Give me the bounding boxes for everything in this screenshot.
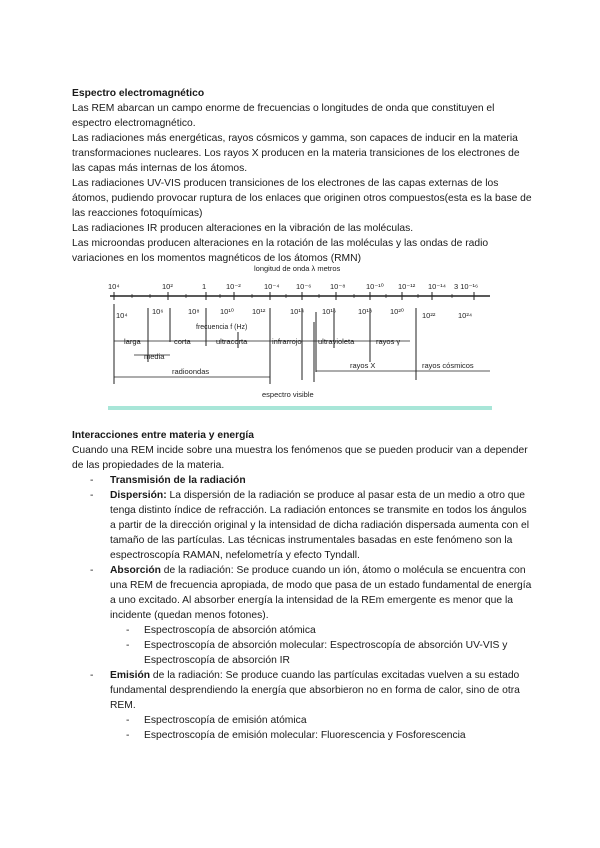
band-label-rayos-x: rayos X xyxy=(350,361,376,370)
wavelength-axis-label: longitud de onda λ metros xyxy=(254,264,341,273)
band-label-rayos-gamma: rayos γ xyxy=(376,337,401,346)
frequency-tick: 10⁴ xyxy=(116,311,128,320)
wavelength-tick: 10⁻¹² xyxy=(398,282,416,291)
list-item xyxy=(72,488,532,563)
item-text: La dispersión de la radiación se produce al pasar esta de un medio a otro que tenga distinto índice de refracción. La radiación entonces se transmite en todos los ángulos a partir de la dirección original y la intensidad de dicha radiación dispersada aumenta con el tamaño de las partículas. Las técnicas instrumentales basadas en este fenómeno son la espectroscopía RAMAN, nefelometría y efecto Tyndall. xyxy=(110,490,529,561)
wavelength-tick: 3 10⁻¹⁶ xyxy=(454,282,479,291)
paragraph: Las radiaciones más energéticas, rayos cósmicos y gamma, son capaces de inducir en la materia transformaciones nucleares. Los rayos X producen en la materia transiciones de los electrones de las capas más internas de los átomos. xyxy=(72,133,520,174)
item-term: Transmisión de la radiación xyxy=(110,475,246,486)
list-item xyxy=(72,563,532,668)
frequency-tick: 10¹⁴ xyxy=(290,307,305,316)
frequency-tick: 10²⁴ xyxy=(458,311,473,320)
wavelength-tick: 1 xyxy=(202,282,207,291)
frequency-tick: 10¹² xyxy=(252,307,266,316)
sub-list-item: - Espectroscopía de absorción molecular: Espectroscopía de absorción UV-VIS y Espectroscopía de absorción IR xyxy=(110,638,532,668)
sub-list xyxy=(110,623,532,668)
paragraph: Las radiaciones IR producen alteraciones en la vibración de las moléculas. xyxy=(72,223,414,234)
band-label-infrarrojo: infrarrojo xyxy=(272,337,302,346)
item-text: de la radiación: Se produce cuando un ión, átomo o molécula se encuentra con una REM de frecuencia apropiada, de modo que pasa de un estado fundamental de energía a uno excitado. Al absorber energía la intensidad de la REm emergente es menor que la incidente (quedan menos fotones). xyxy=(110,565,532,621)
paragraph: Las microondas producen alteraciones en la rotación de las moléculas y las ondas de radio variaciones en los momentos magnéticos de los átomos (RMN) xyxy=(72,238,489,264)
item-term: Emisión xyxy=(110,670,151,681)
visible-spectrum-label: espectro visible xyxy=(262,390,314,399)
item-text: de la radiación: Se produce cuando las partículas excitadas vuelven a su estado fundamental desprendiendo la energía que absorbieron no en forma de calor, sino de otra REM. xyxy=(110,670,520,711)
list-item xyxy=(72,473,532,488)
band-separators xyxy=(114,304,416,384)
wavelength-tick: 10² xyxy=(162,282,173,291)
sub-list-item: - Espectroscopía de absorción atómica xyxy=(110,623,532,638)
frequency-axis-label: frecuencia f (Hz) xyxy=(196,324,248,331)
band-label-rayos-cosmicos: rayos cósmicos xyxy=(422,361,474,370)
section-interacciones xyxy=(72,428,532,743)
band-label-larga: larga xyxy=(124,337,141,346)
phenomena-list xyxy=(72,473,532,743)
paragraph: Las REM abarcan un campo enorme de frecuencias o longitudes de onda que constituyen el espectro electromagnético. xyxy=(72,103,495,129)
figure-accent-bar xyxy=(108,406,492,410)
electromagnetic-spectrum-figure xyxy=(104,262,496,414)
frequency-tick: 10²⁰ xyxy=(390,307,404,316)
band-label-media: media xyxy=(144,352,165,361)
band-label-ultracorta: ultracorta xyxy=(216,337,248,346)
section-espectro xyxy=(72,86,532,266)
list-item xyxy=(72,668,532,743)
frequency-tick: 10²² xyxy=(422,311,436,320)
intro-paragraph: Cuando una REM incide sobre una muestra los fenómenos que se pueden producir van a depender de las propiedades de la materia. xyxy=(72,445,528,471)
frequency-tick: 10¹⁰ xyxy=(220,307,234,316)
item-term: Absorción xyxy=(110,565,161,576)
paragraph: Las radiaciones UV-VIS producen transiciones de los electrones de las capas externas de los átomos, pudiendo provocar ruptura de los enlaces que originen otros compuestos(esta es la base de las reacciones fotoquímicas) xyxy=(72,178,532,219)
band-label-radioondas: radioondas xyxy=(172,367,210,376)
wavelength-tick: 10⁻¹⁴ xyxy=(428,282,447,291)
wavelength-tick: 10⁴ xyxy=(108,282,120,291)
frequency-tick: 10⁶ xyxy=(152,307,164,316)
sub-list-item: - Espectroscopía de emisión atómica xyxy=(110,713,532,728)
frequency-tick: 10¹⁸ xyxy=(358,307,373,316)
band-label-corta: corta xyxy=(174,337,191,346)
section-title: Interacciones entre materia y energía xyxy=(72,430,254,441)
frequency-tick: 10¹⁶ xyxy=(322,307,336,316)
sub-list-item: - Espectroscopía de emisión molecular: Fluorescencia y Fosforescencia xyxy=(110,728,532,743)
band-label-ultravioleta: ultravioleta xyxy=(318,337,355,346)
wavelength-tick: 10⁻¹⁰ xyxy=(366,282,384,291)
wavelength-tick: 10⁻⁴ xyxy=(264,282,280,291)
section-title: Espectro electromagnético xyxy=(72,88,205,99)
wavelength-tick: 10⁻⁶ xyxy=(296,282,312,291)
frequency-tick: 10⁸ xyxy=(188,307,200,316)
wavelength-tick: 10⁻² xyxy=(226,282,241,291)
item-term: Dispersión: xyxy=(110,490,167,501)
sub-list xyxy=(110,713,532,743)
wavelength-tick: 10⁻⁸ xyxy=(330,282,346,291)
